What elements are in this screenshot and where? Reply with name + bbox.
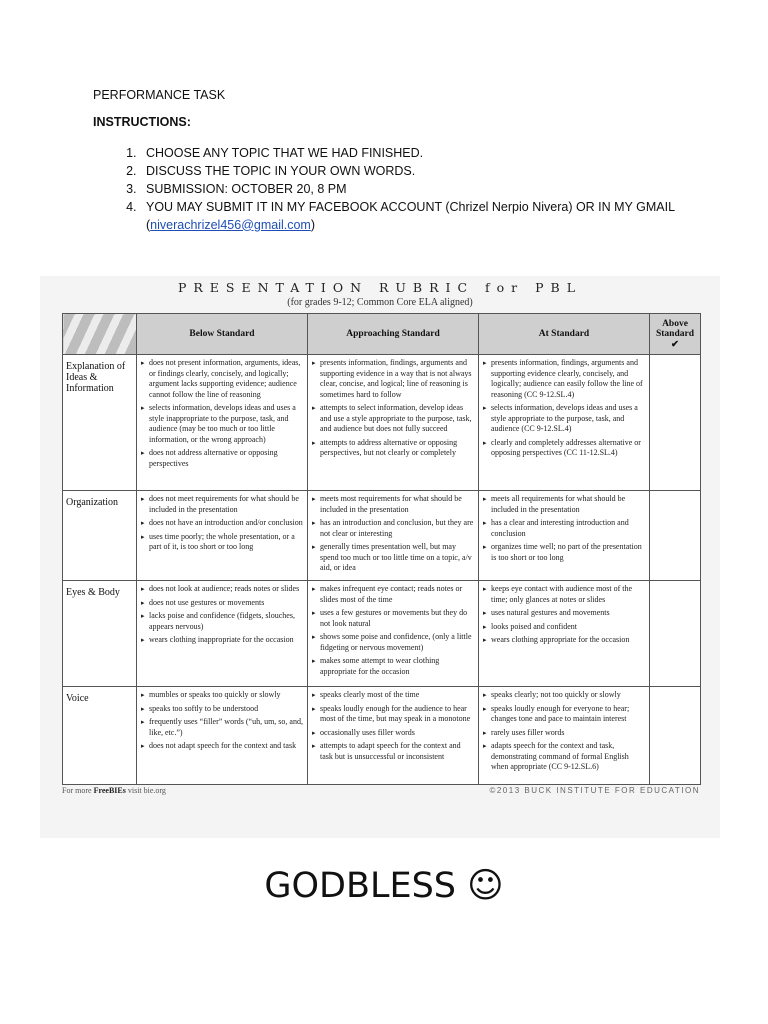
- rubric-bullet: ▸ lacks poise and confidence (fidgets, slouches, appears nervous): [141, 611, 304, 632]
- criterion-label: Organization: [63, 491, 137, 581]
- footer-suffix: visit bie.org: [125, 786, 166, 795]
- rubric-cell-above: [650, 355, 701, 491]
- rubric-bullet: ▸ presents information, findings, arguments and supporting evidence clearly, concisely, and logically; audience can easily follow the line of reasoning (CC 9-12.SL.4): [483, 358, 646, 400]
- rubric-bullet: ▸ meets most requirements for what should be included in the presentation: [312, 494, 475, 515]
- rubric-cell-above: [650, 491, 701, 581]
- criterion-label: Eyes & Body: [63, 581, 137, 687]
- col-header-at: At Standard: [479, 314, 650, 355]
- rubric-bullet: ▸ speaks clearly; not too quickly or slowly: [483, 690, 646, 701]
- criterion-label: Explanation of Ideas & Information: [63, 355, 137, 491]
- rubric-subtitle: (for grades 9-12; Common Core ELA aligned): [287, 297, 473, 308]
- closing-text: GODBLESS ☺: [264, 866, 504, 906]
- rubric-bullet: ▸ mumbles or speaks too quickly or slowly: [141, 690, 304, 701]
- rubric-cell-above: [650, 687, 701, 785]
- rubric-bullet: ▸ speaks too softly to be understood: [141, 704, 304, 715]
- rubric-cell-below: [137, 355, 308, 491]
- rubric-bullet: ▸ selects information, develops ideas and uses a style inappropriate to the purpose, task, and audience (may be too much or too little information, or the wrong approach): [141, 403, 304, 445]
- rubric-bullet: ▸ makes infrequent eye contact; reads notes or slides most of the time: [312, 584, 475, 605]
- rubric-bullet: ▸ looks poised and confident: [483, 622, 646, 633]
- rubric-bullet: ▸ does not present information, arguments, ideas, or findings clearly, concisely, and logically; argument lacks supporting evidence; audience cannot follow the line of reasoning: [141, 358, 304, 400]
- rubric-cell-approaching: [308, 581, 479, 687]
- rubric-cell-at: [479, 581, 650, 687]
- rubric-row: [63, 491, 701, 581]
- footer-note: [62, 786, 166, 795]
- rubric-bullet: ▸ uses natural gestures and movements: [483, 608, 646, 619]
- col-header-approaching: Approaching Standard: [308, 314, 479, 355]
- rubric-cell-at: [479, 687, 650, 785]
- footer-brand: FreeBIEs: [93, 786, 126, 795]
- rubric-cell-approaching: [308, 687, 479, 785]
- rubric-bullet: ▸ attempts to adapt speech for the context and task but is unsuccessful or inconsistent: [312, 741, 475, 762]
- instruction-item: [140, 198, 693, 234]
- rubric-cell-approaching: [308, 355, 479, 491]
- rubric-image: [40, 276, 720, 838]
- paren-open: (: [146, 217, 151, 232]
- rubric-bullet: ▸ clearly and completely addresses alternative or opposing perspectives (CC 11-12.SL.4): [483, 438, 646, 459]
- instruction-item: 3. SUBMISSION: OCTOBER 20, 8 PM: [140, 180, 693, 198]
- rubric-bullet: ▸ does not address alternative or opposing perspectives: [141, 448, 304, 469]
- rubric-bullet: ▸ presents information, findings, arguments and supporting evidence in a way that is not always clear, concise, and logical; line of reasoning is sometimes hard to follow: [312, 358, 475, 400]
- rubric-bullet: ▸ frequently uses “filler” words (“uh, um, so, and, like, etc.”): [141, 717, 304, 738]
- rubric-cell-at: [479, 355, 650, 491]
- rubric-bullet: ▸ does not have an introduction and/or conclusion: [141, 518, 304, 529]
- paren-close: ): [310, 217, 316, 232]
- rubric-cell-approaching: [308, 491, 479, 581]
- submission-text: YOU MAY SUBMIT IT IN MY FACEBOOK ACCOUNT (Chrizel Nerpio Nivera) OR IN MY GMAIL: [146, 199, 676, 214]
- corner-cell: [63, 314, 137, 355]
- instruction-item: 2. DISCUSS THE TOPIC IN YOUR OWN WORDS.: [140, 162, 693, 180]
- rubric-cell-at: [479, 491, 650, 581]
- rubric-bullet: ▸ keeps eye contact with audience most of the time; only glances at notes or slides: [483, 584, 646, 605]
- rubric-bullet: ▸ does not adapt speech for the context and task: [141, 741, 304, 752]
- instruction-item: 1. CHOOSE ANY TOPIC THAT WE HAD FINISHED.: [140, 144, 693, 162]
- rubric-cell-below: [137, 687, 308, 785]
- rubric-bullet: ▸ attempts to address alternative or opposing perspectives, but not clearly or completely: [312, 438, 475, 459]
- rubric-bullet: ▸ occasionally uses filler words: [312, 728, 475, 739]
- page-title: PERFORMANCE TASK: [93, 88, 226, 102]
- rubric-bullet: ▸ has an introduction and conclusion, but they are not clear or interesting: [312, 518, 475, 539]
- rubric-bullet: ▸ uses time poorly; the whole presentation, or a part of it, is too short or too long: [141, 532, 304, 553]
- rubric-bullet: ▸ attempts to select information, develop ideas and use a style appropriate to the purpose, task, and audience but does not fully succeed: [312, 403, 475, 435]
- instruction-list: [93, 144, 693, 234]
- rubric-cell-below: [137, 581, 308, 687]
- rubric-row: [63, 687, 701, 785]
- rubric-bullet: ▸ wears clothing appropriate for the occasion: [483, 635, 646, 646]
- rubric-bullet: ▸ does not use gestures or movements: [141, 598, 304, 609]
- rubric-bullet: ▸ organizes time well; no part of the presentation is too short or too long: [483, 542, 646, 563]
- rubric-bullet: ▸ rarely uses filler words: [483, 728, 646, 739]
- copyright: ©2013 BUCK INSTITUTE FOR EDUCATION: [489, 786, 700, 795]
- rubric-cell-above: [650, 581, 701, 687]
- rubric-bullet: ▸ selects information, develops ideas and uses a style appropriate to the purpose, task, and audience (CC 9-12.SL.4): [483, 403, 646, 435]
- rubric-bullet: ▸ wears clothing inappropriate for the occasion: [141, 635, 304, 646]
- rubric-row: [63, 581, 701, 687]
- rubric-bullet: ▸ generally times presentation well, but may spend too much or too little time on a topic, a/v aid, or idea: [312, 542, 475, 574]
- instructions-block: [93, 86, 693, 234]
- rubric-bullet: ▸ speaks loudly enough for everyone to hear; changes tone and pace to maintain interest: [483, 704, 646, 725]
- col-header-above: Above Standard ✔: [650, 314, 701, 355]
- rubric-table: [62, 313, 701, 785]
- criterion-label: Voice: [63, 687, 137, 785]
- col-header-below: Below Standard: [137, 314, 308, 355]
- rubric-bullet: ▸ speaks clearly most of the time: [312, 690, 475, 701]
- rubric-bullet: ▸ speaks loudly enough for the audience to hear most of the time, but may speak in a monotone: [312, 704, 475, 725]
- header-row: [63, 314, 701, 355]
- rubric-bullet: ▸ does not meet requirements for what should be included in the presentation: [141, 494, 304, 515]
- rubric-bullet: ▸ uses a few gestures or movements but they do not look natural: [312, 608, 475, 629]
- instructions-label: INSTRUCTIONS:: [93, 115, 191, 129]
- rubric-bullet: ▸ has a clear and interesting introduction and conclusion: [483, 518, 646, 539]
- rubric-bullet: ▸ adapts speech for the context and task, demonstrating command of formal English when appropriate (CC 9-12.SL.6): [483, 741, 646, 773]
- rubric-bullet: ▸ does not look at audience; reads notes or slides: [141, 584, 304, 595]
- email-link[interactable]: niverachrizel456@gmail.com: [150, 217, 311, 232]
- rubric-row: [63, 355, 701, 491]
- rubric-title: PRESENTATION RUBRIC for PBL: [177, 280, 583, 295]
- rubric-bullet: ▸ shows some poise and confidence, (only a little fidgeting or nervous movement): [312, 632, 475, 653]
- footer-prefix: For more: [62, 786, 94, 795]
- rubric-bullet: ▸ meets all requirements for what should be included in the presentation: [483, 494, 646, 515]
- rubric-bullet: ▸ makes some attempt to wear clothing appropriate for the occasion: [312, 656, 475, 677]
- rubric-cell-below: [137, 491, 308, 581]
